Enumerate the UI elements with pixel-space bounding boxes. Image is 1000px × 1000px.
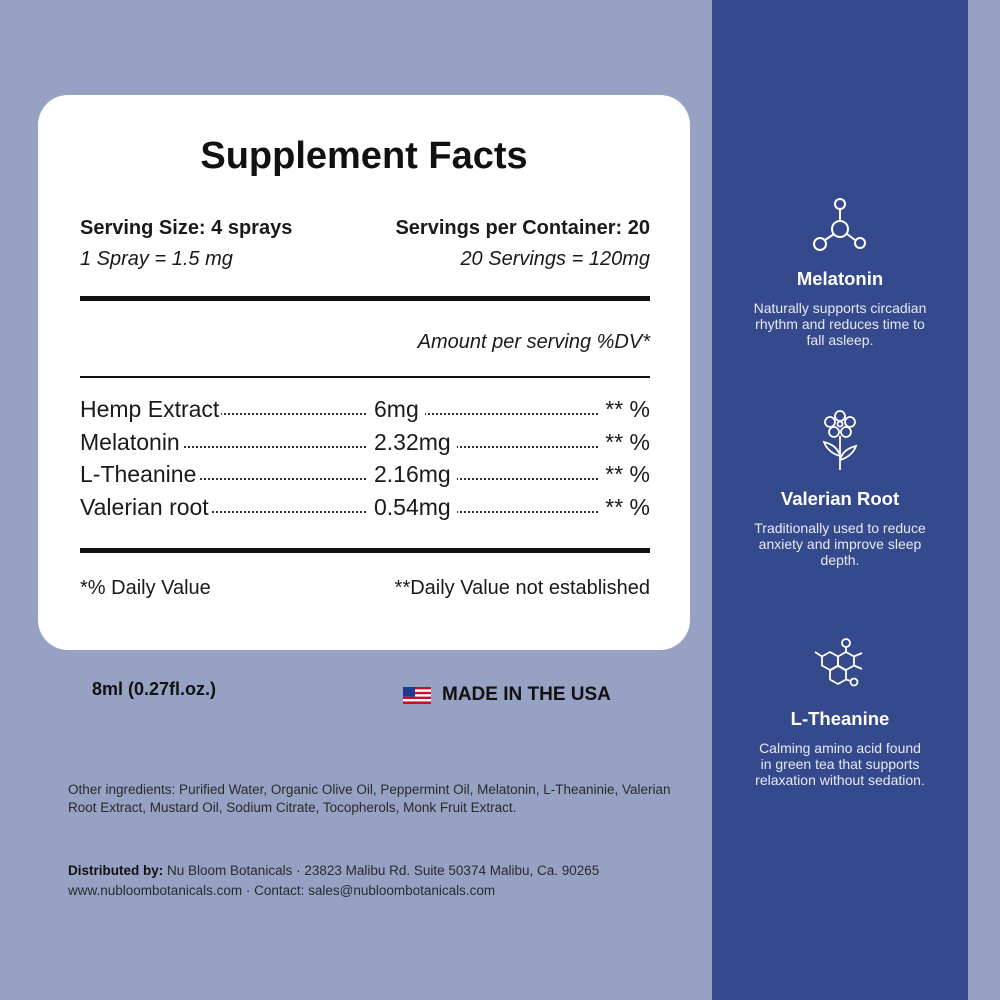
feature-name: L-Theanine — [790, 708, 890, 729]
ingredient-name: Melatonin — [80, 426, 182, 458]
feature-valerian-root — [712, 408, 968, 568]
ingredients-table — [80, 393, 650, 523]
thin-divider — [80, 376, 650, 378]
ingredient-row — [80, 458, 650, 491]
ingredient-row — [80, 393, 650, 426]
servings-per-container: Servings per Container: 20 — [395, 217, 650, 239]
ingredient-amount: 0.54mg — [368, 491, 457, 523]
molecule-icon — [812, 196, 868, 252]
feature-description: Traditionally used to reduce anxiety and improve sleep depth. — [754, 520, 926, 568]
feature-melatonin — [712, 196, 968, 348]
amount-per-serving-header: Amount per serving %DV* — [417, 331, 650, 353]
flower-icon — [812, 408, 868, 472]
ingredient-amount: 2.32mg — [368, 426, 457, 458]
ingredient-name: Hemp Extract — [80, 393, 221, 425]
servings-block — [395, 217, 650, 271]
feature-l-theanine — [712, 636, 968, 788]
hexagon-molecule-icon — [810, 636, 870, 692]
distributor-contact: www.nubloombotanicals.com · Contact: sales@nubloombotanicals.com — [68, 883, 496, 898]
ingredient-row — [80, 426, 650, 459]
ingredient-dv: ** % — [599, 491, 650, 523]
us-flag-icon — [403, 687, 431, 704]
serving-size: Serving Size: 4 sprays — [80, 217, 293, 239]
serving-size-block — [80, 217, 292, 271]
feature-name: Melatonin — [796, 268, 884, 289]
distributor-company: Nu Bloom Botanicals · 23823 Malibu Rd. Suite 50374 Malibu, Ca. 90265 — [163, 863, 600, 878]
distributor-info — [68, 861, 708, 901]
ingredient-dv: ** % — [599, 458, 650, 490]
supplement-facts-title: Supplement Facts — [200, 135, 528, 177]
volume-label: 8ml (0.27fl.oz.) — [92, 679, 217, 699]
supplement-facts-card — [38, 95, 690, 650]
feature-description: Naturally supports circadian rhythm and reduces time to fall asleep. — [753, 300, 927, 348]
ingredient-amount: 2.16mg — [368, 458, 457, 490]
other-ingredients: Other ingredients: Purified Water, Organic Olive Oil, Peppermint Oil, Melatonin, L-Theaninie, Valerian Root Extract, Mustard Oil, Sodium Citrate, Tocopherols, Monk Fruit Extract. — [68, 782, 671, 815]
daily-value-footnote: *% Daily Value — [80, 577, 211, 599]
feature-name: Valerian Root — [780, 488, 900, 509]
distributor-line — [68, 861, 708, 881]
ingredient-amount: 6mg — [368, 393, 425, 425]
feature-description: Calming amino acid found in green tea that supports relaxation without sedation. — [755, 740, 925, 788]
dv-not-established-footnote: **Daily Value not established — [394, 577, 650, 599]
top-thick-divider — [80, 296, 650, 301]
servings-total: 20 Servings = 120mg — [460, 248, 650, 270]
ingredient-name: L-Theanine — [80, 458, 198, 490]
made-in-usa-badge — [403, 684, 611, 706]
bottom-thick-divider — [80, 548, 650, 553]
distributed-by-label: Distributed by: — [68, 863, 164, 878]
ingredient-row — [80, 491, 650, 524]
spray-amount: 1 Spray = 1.5 mg — [80, 248, 233, 270]
benefits-sidebar — [712, 0, 968, 1000]
ingredient-dv: ** % — [599, 426, 650, 458]
ingredient-name: Valerian root — [80, 491, 211, 523]
ingredient-dv: ** % — [599, 393, 650, 425]
made-in-usa-text: MADE IN THE USA — [442, 684, 611, 705]
